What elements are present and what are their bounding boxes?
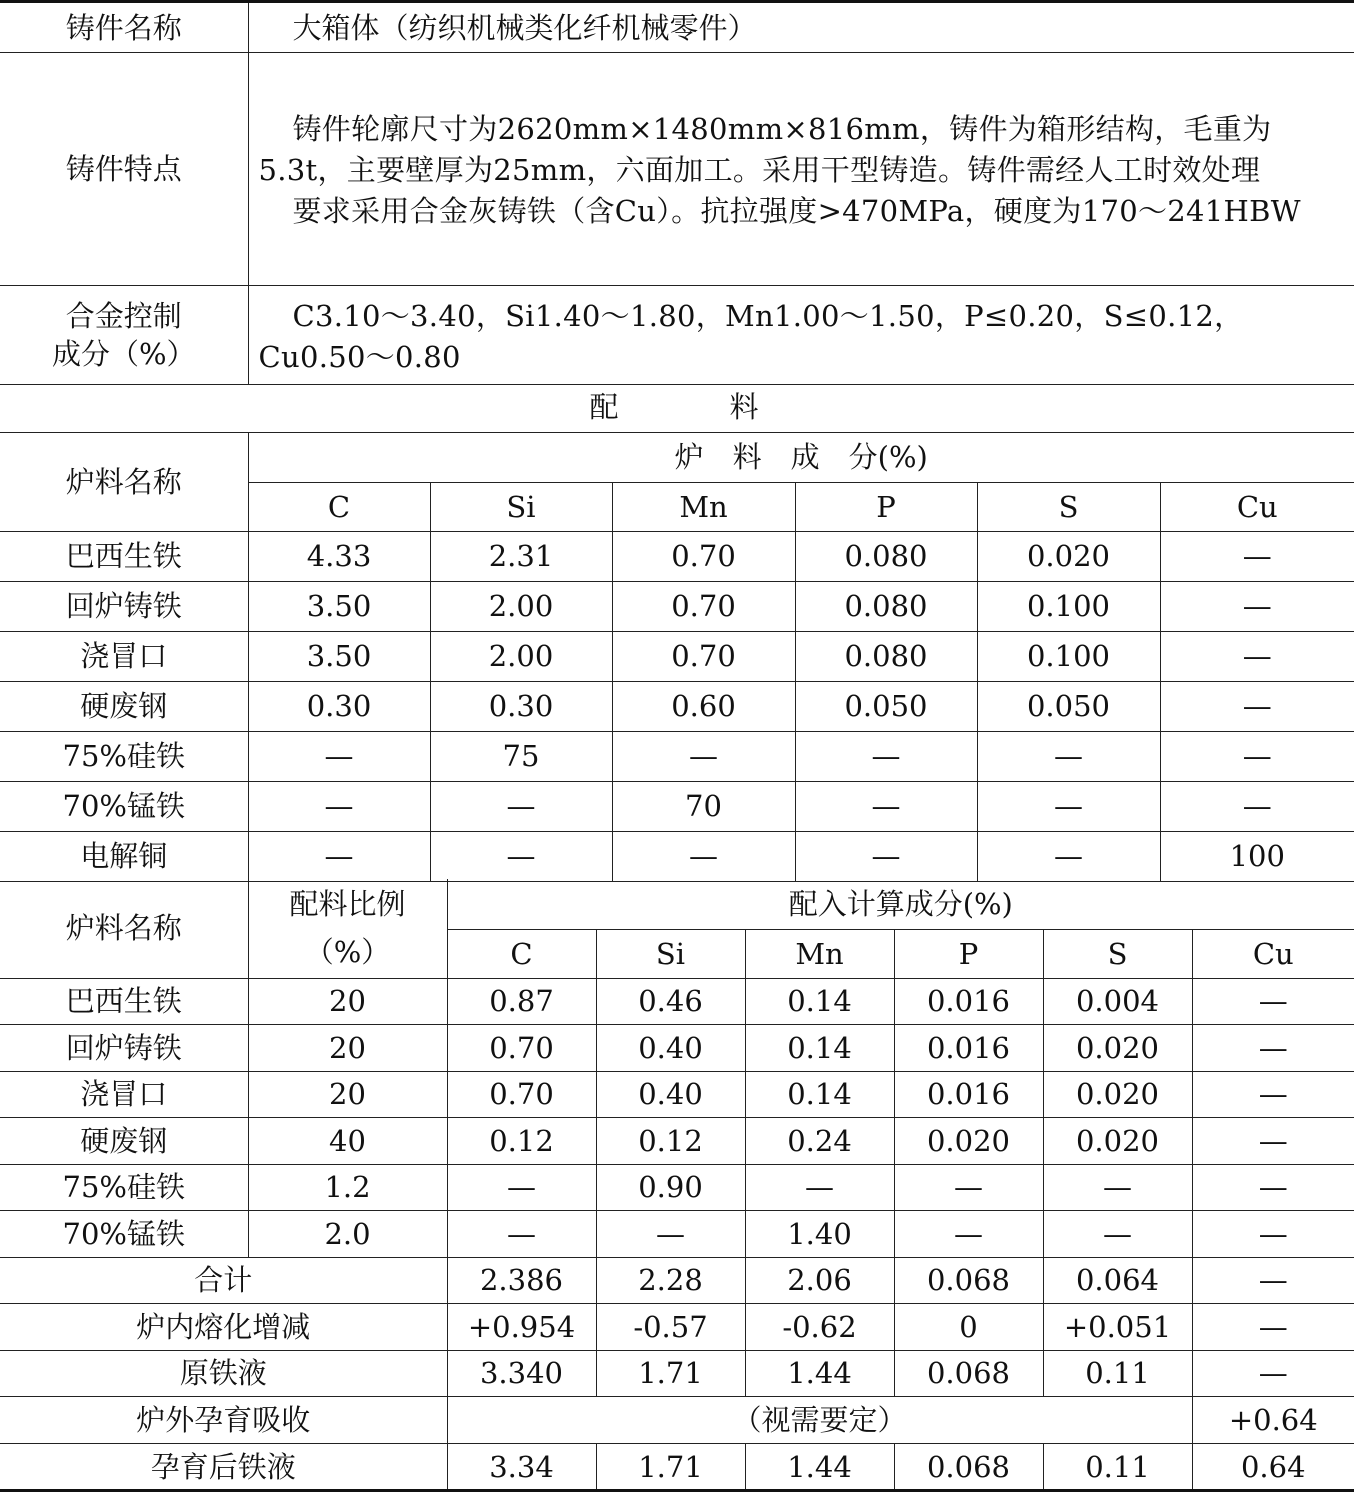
calc-name-header: 炉料名称 [0,879,248,978]
calc-p-value: 0.016 [894,1071,1043,1118]
charge-si-value: — [430,781,612,831]
charge-name-header: 炉料名称 [0,432,248,531]
charge-p-value: — [795,831,977,881]
calc-row [0,1211,1354,1258]
calc-col-mn: Mn [745,929,894,978]
charge-c-value: — [248,781,430,831]
summary-s-value: +0.051 [1043,1304,1192,1351]
summary-p-value: 0.068 [894,1257,1043,1304]
calc-s-value: 0.020 [1043,1118,1192,1165]
calc-row-name: 回炉铸铁 [0,1025,248,1072]
calc-cu-value: — [1192,1164,1354,1211]
casting-features-value [248,53,1354,286]
calc-p-value: — [894,1211,1043,1258]
casting-info-table [0,0,1354,385]
summary-cu-value: — [1192,1350,1354,1397]
calc-mn-value: 1.40 [745,1211,894,1258]
final-iron-label: 孕育后铁液 [0,1444,447,1491]
charge-row [0,831,1354,881]
calc-row-ratio: 20 [248,1071,447,1118]
calc-s-value: 0.020 [1043,1071,1192,1118]
charge-mn-value: 0.70 [612,531,795,581]
charge-cu-value: — [1160,631,1354,681]
charge-col-si: Si [430,482,612,531]
charge-c-value: 3.50 [248,581,430,631]
summary-c-value: 3.340 [447,1350,596,1397]
summary-cu-value: — [1192,1304,1354,1351]
calc-c-value: 0.70 [447,1025,596,1072]
charge-row [0,731,1354,781]
charge-c-value: 0.30 [248,681,430,731]
summary-mn-value: -0.62 [745,1304,894,1351]
summary-row-label: 合计 [0,1257,447,1304]
charge-si-value: 0.30 [430,681,612,731]
charge-mn-value: 0.70 [612,581,795,631]
calc-row-name: 75%硅铁 [0,1164,248,1211]
calc-c-value: 0.87 [447,978,596,1025]
alloy-label-line-2: 成分（%） [51,337,196,371]
summary-mn-value: 2.06 [745,1257,894,1304]
charge-row [0,681,1354,731]
calc-ratio-header [248,879,447,978]
charge-p-value: 0.080 [795,581,977,631]
calc-si-value: 0.90 [596,1164,745,1211]
summary-c-value: 2.386 [447,1257,596,1304]
calc-p-value: — [894,1164,1043,1211]
inoculation-row [0,1397,1354,1444]
charge-p-value: — [795,781,977,831]
charge-composition-header: 炉 料 成 分(%) [248,432,1354,482]
charge-p-value: — [795,731,977,781]
summary-p-value: 0 [894,1304,1043,1351]
charge-row-name: 浇冒口 [0,631,248,681]
charge-mn-value: 0.70 [612,631,795,681]
calc-c-value: 0.12 [447,1118,596,1165]
calc-p-value: 0.016 [894,978,1043,1025]
charge-s-value: 0.020 [977,531,1160,581]
calc-row-name: 70%锰铁 [0,1211,248,1258]
charge-col-s: S [977,482,1160,531]
calc-row-name: 巴西生铁 [0,978,248,1025]
alloy-label-line-1: 合金控制 [65,299,182,333]
charge-col-cu: Cu [1160,482,1354,531]
charge-si-value: 2.31 [430,531,612,581]
charge-p-value: 0.080 [795,531,977,581]
summary-s-value: 0.064 [1043,1257,1192,1304]
casting-name-value: 大箱体（纺织机械类化纤机械零件） [248,2,1354,53]
calc-cu-value: — [1192,1118,1354,1165]
charge-col-mn: Mn [612,482,795,531]
charge-c-value: 4.33 [248,531,430,581]
calc-cu-value: — [1192,1211,1354,1258]
calculated-composition-table [0,879,1354,1492]
charge-si-value: 2.00 [430,581,612,631]
charge-cu-value: 100 [1160,831,1354,881]
charge-c-value: 3.50 [248,631,430,681]
charge-row-name: 75%硅铁 [0,731,248,781]
final-mn: 1.44 [745,1444,894,1491]
calc-mn-value: 0.14 [745,978,894,1025]
calc-col-si: Si [596,929,745,978]
calc-cu-value: — [1192,1071,1354,1118]
casting-features-paragraph-2: 要求采用合金灰铸铁（含Cu）。抗拉强度>470MPa，硬度为170～241HBW [292,194,1301,228]
inoculation-cu: +0.64 [1192,1397,1354,1444]
charge-row-name: 电解铜 [0,831,248,881]
calc-row-ratio: 1.2 [248,1164,447,1211]
calc-c-value: — [447,1164,596,1211]
calc-row [0,1164,1354,1211]
calc-row-name: 硬废钢 [0,1118,248,1165]
summary-si-value: 2.28 [596,1257,745,1304]
charge-row-name: 硬废钢 [0,681,248,731]
summary-row-label: 原铁液 [0,1350,447,1397]
calc-col-p: P [894,929,1043,978]
calc-si-value: 0.12 [596,1118,745,1165]
calc-row [0,1118,1354,1165]
charge-row [0,531,1354,581]
final-cu: 0.64 [1192,1444,1354,1491]
charge-s-value: 0.100 [977,631,1160,681]
calc-composition-header: 配入计算成分(%) [447,879,1354,929]
calc-row [0,1025,1354,1072]
charge-cu-value: — [1160,531,1354,581]
charge-cu-value: — [1160,731,1354,781]
summary-c-value: +0.954 [447,1304,596,1351]
calc-row-ratio: 20 [248,1025,447,1072]
calc-row [0,1071,1354,1118]
summary-si-value: 1.71 [596,1350,745,1397]
calc-s-value: 0.020 [1043,1025,1192,1072]
summary-s-value: 0.11 [1043,1350,1192,1397]
charge-row [0,781,1354,831]
charge-mn-value: — [612,731,795,781]
summary-cu-value: — [1192,1257,1354,1304]
calc-mn-value: 0.14 [745,1025,894,1072]
charge-mn-value: — [612,831,795,881]
charge-p-value: 0.080 [795,631,977,681]
charge-col-c: C [248,482,430,531]
calc-row-ratio: 40 [248,1118,447,1165]
charge-row [0,581,1354,631]
charge-s-value: — [977,731,1160,781]
charge-composition-table [0,383,1354,882]
alloy-composition-value [248,286,1354,385]
calc-c-value: 0.70 [447,1071,596,1118]
charge-cu-value: — [1160,581,1354,631]
charge-row-name: 巴西生铁 [0,531,248,581]
calc-s-value: 0.004 [1043,978,1192,1025]
charge-s-value: — [977,781,1160,831]
calc-s-value: — [1043,1164,1192,1211]
calc-cu-value: — [1192,1025,1354,1072]
calc-mn-value: 0.24 [745,1118,894,1165]
calc-p-value: 0.016 [894,1025,1043,1072]
calc-c-value: — [447,1211,596,1258]
calc-p-value: 0.020 [894,1118,1043,1165]
final-si: 1.71 [596,1444,745,1491]
charge-mn-value: 0.60 [612,681,795,731]
alloy-composition-text: C3.10～3.40，Si1.40～1.80，Mn1.00～1.50，P≤0.20，S≤0.12，Cu0.50～0.80 [258,298,1244,374]
calc-row-ratio: 20 [248,978,447,1025]
charge-p-value: 0.050 [795,681,977,731]
calc-si-value: — [596,1211,745,1258]
calc-row-ratio: 2.0 [248,1211,447,1258]
calc-si-value: 0.40 [596,1025,745,1072]
summary-row [0,1257,1354,1304]
calc-row [0,978,1354,1025]
summary-row [0,1304,1354,1351]
calc-mn-value: 0.14 [745,1071,894,1118]
charge-si-value: — [430,831,612,881]
charge-c-value: — [248,731,430,781]
casting-features-label: 铸件特点 [0,53,248,286]
calc-ratio-header-line-2: （%） [304,935,391,970]
calc-ratio-header-line-1: 配料比例 [289,887,406,922]
charge-row-name: 回炉铸铁 [0,581,248,631]
charge-col-p: P [795,482,977,531]
calc-col-s: S [1043,929,1192,978]
inoculation-note: （视需要定） [447,1397,1192,1444]
charge-c-value: — [248,831,430,881]
charge-mn-value: 70 [612,781,795,831]
batching-banner: 配 料 [0,383,1354,432]
charge-row [0,631,1354,681]
charge-si-value: 2.00 [430,631,612,681]
calc-col-cu: Cu [1192,929,1354,978]
calc-col-c: C [447,929,596,978]
calc-s-value: — [1043,1211,1192,1258]
calc-si-value: 0.40 [596,1071,745,1118]
inoculation-label: 炉外孕育吸收 [0,1397,447,1444]
final-c: 3.34 [447,1444,596,1491]
casting-name-label: 铸件名称 [0,2,248,53]
charge-s-value: — [977,831,1160,881]
charge-s-value: 0.100 [977,581,1160,631]
summary-si-value: -0.57 [596,1304,745,1351]
calc-si-value: 0.46 [596,978,745,1025]
calc-row-name: 浇冒口 [0,1071,248,1118]
summary-p-value: 0.068 [894,1350,1043,1397]
final-p: 0.068 [894,1444,1043,1491]
summary-row [0,1350,1354,1397]
charge-cu-value: — [1160,681,1354,731]
charge-row-name: 70%锰铁 [0,781,248,831]
charge-s-value: 0.050 [977,681,1160,731]
charge-si-value: 75 [430,731,612,781]
calc-mn-value: — [745,1164,894,1211]
casting-features-paragraph-1: 铸件轮廓尺寸为2620mm×1480mm×816mm，铸件为箱形结构，毛重为5.3t，主要壁厚为25mm，六面加工。采用干型铸造。铸件需经人工时效处理 [258,112,1272,187]
final-iron-row [0,1444,1354,1491]
alloy-composition-label [0,286,248,385]
final-s: 0.11 [1043,1444,1192,1491]
calc-cu-value: — [1192,978,1354,1025]
summary-row-label: 炉内熔化增减 [0,1304,447,1351]
summary-mn-value: 1.44 [745,1350,894,1397]
charge-cu-value: — [1160,781,1354,831]
